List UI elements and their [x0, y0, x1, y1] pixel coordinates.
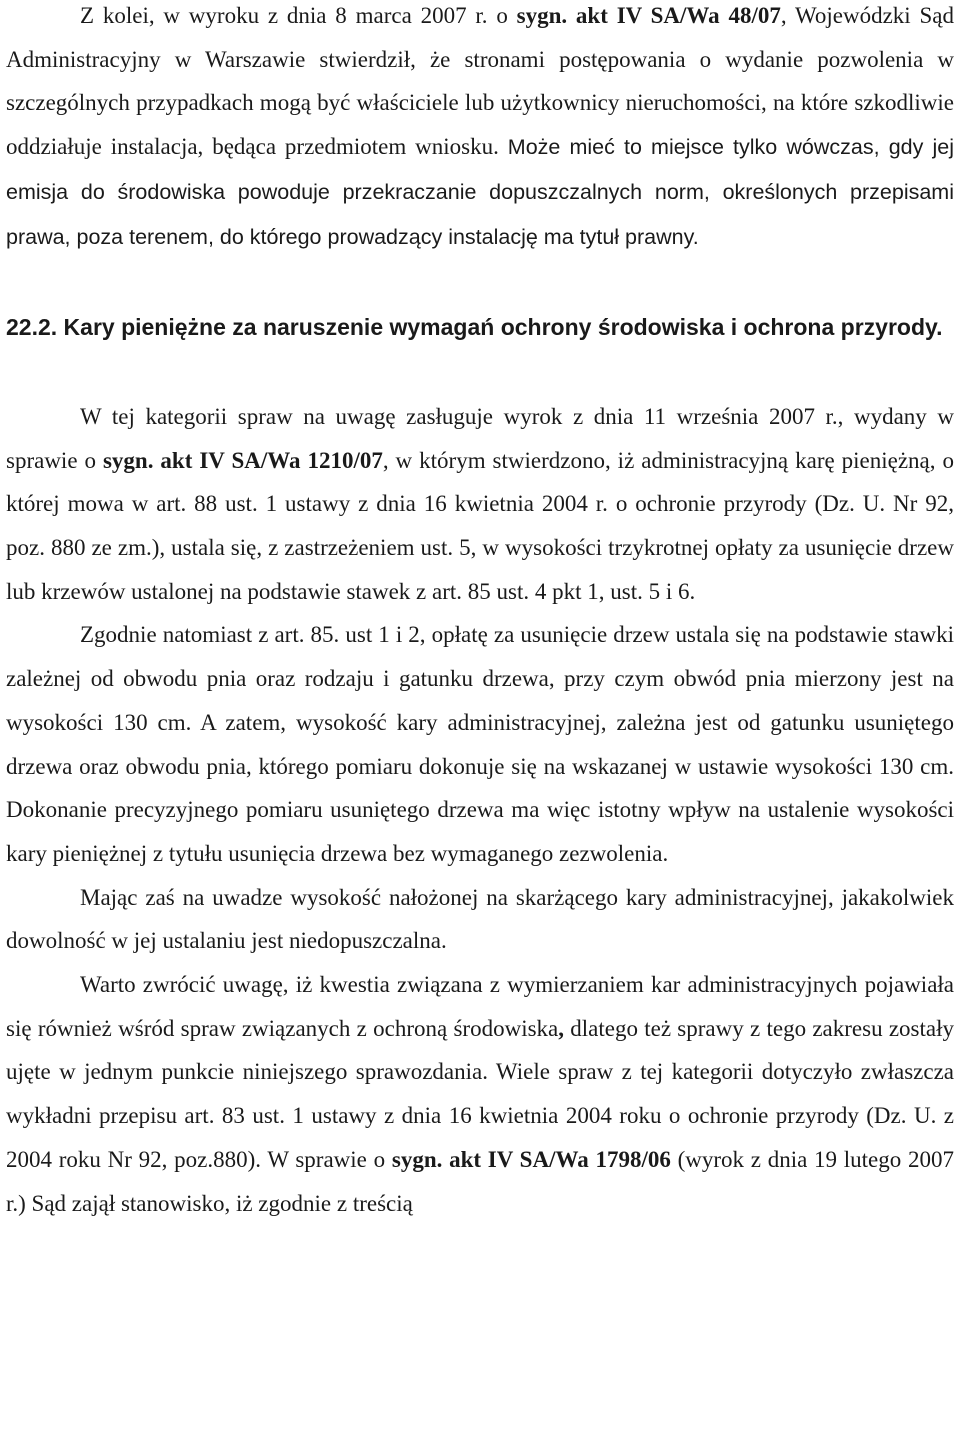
text-segment: Z kolei, w wyroku z dnia 8 marca 2007 r. o — [80, 3, 517, 28]
case-number: sygn. akt IV SA/Wa 1210/07 — [102, 447, 383, 473]
text-segment-bold: , — [558, 1015, 564, 1041]
paragraph-judgment-1210-07 — [6, 395, 954, 614]
text-segment: W tej kategorii spraw na uwagę zasługuje wyrok z dnia 11 września 2007 r., wydany w sprawie o — [6, 403, 954, 473]
document-page — [6, 0, 954, 1225]
paragraph-environment-cases — [6, 963, 954, 1225]
text-segment: Warto zwrócić uwagę, iż kwestia związana z wymierzaniem kar administracyjnych pojawiała się również wśród spraw związanych z ochroną środowiska — [6, 972, 954, 1041]
paragraph-judgment-48-07 — [6, 0, 954, 259]
case-number: sygn. akt IV SA/Wa 48/07 — [516, 3, 781, 28]
section-heading: 22.2. Kary pieniężne za naruszenie wymagań ochrony środowiska i ochrona przyrody. — [6, 314, 943, 341]
case-number: sygn. akt IV SA/Wa 1798/06 — [391, 1146, 671, 1172]
spacer — [6, 350, 954, 395]
paragraph-art-85: Zgodnie natomiast z art. 85. ust 1 i 2, opłatę za usunięcie drzew ustala się na podstawie stawki zależnej od obwodu pnia oraz rodzaju i gatunku drzewa, przy czym obwód pnia mierzony jest na wysokości 130 cm. A zatem, wysokość kary administracyjnej, zależna jest od gatunku usuniętego drzewa oraz obwodu pnia, którego pomiaru dokonuje się na wskazanej w ustawie wysokości 130 cm. Dokonanie precyzyjnego pomiaru usuniętego drzewa ma więc istotny wpływ na ustalenie wysokości kary pieniężnej z tytułu usunięcia drzewa bez wymaganego zezwolenia. — [6, 622, 954, 866]
text-segment: dlatego też sprawy z tego zakresu zostały ujęte w jednym punkcie niniejszego sprawozdania. Wiele spraw z tej kategorii dotyczyło zwłaszcza wykładni przepisu art. 83 ust. 1 ustawy z dnia 16 kwietnia 2004 roku o ochronie przyrody (Dz. U. z 2004 roku Nr 92, poz.880). W sprawie o — [6, 1015, 954, 1172]
text-segment: Może mieć to miejsce tylko wówczas, gdy jej emisja do środowiska powoduje przekraczanie dopuszczalnych norm, określonych przepisami prawa, poza terenem, do którego prowadzący instalację ma tytuł prawny. — [6, 135, 954, 249]
spacer — [6, 259, 954, 306]
paragraph-penalty-amount: Mając zaś na uwadze wysokość nałożonej na skarżącego kary administracyjnej, jakakolwiek dowolność w jej ustalaniu jest niedopuszczalna. — [6, 884, 954, 954]
text-segment: , w którym stwierdzono, iż administracyjną karę pieniężną, o której mowa w art. 88 ust. 1 ustawy z dnia 16 kwietnia 2004 r. o ochronie przyrody (Dz. U. Nr 92, poz. 880 ze zm.), ustala się, z zastrzeżeniem ust. 5, w wysokości trzykrotnej opłaty za usunięcie drzew lub krzewów ustalonej na podstawie stawek z art. 85 ust. 4 pkt 1, ust. 5 i 6. — [6, 447, 954, 604]
text-segment: (wyrok z dnia 19 lutego 2007 r.) Sąd zajął stanowisko, iż zgodnie z treścią — [6, 1146, 955, 1216]
text-segment: , Wojewódzki Sąd Administracyjny w Warszawie stwierdził, że stronami postępowania o wydanie pozwolenia w szczególnych przypadkach mogą być właściciele lub użytkownicy nieruchomości, na które szkodliwie oddziałuje instalacja, będąca przedmiotem wniosku. — [6, 3, 954, 160]
